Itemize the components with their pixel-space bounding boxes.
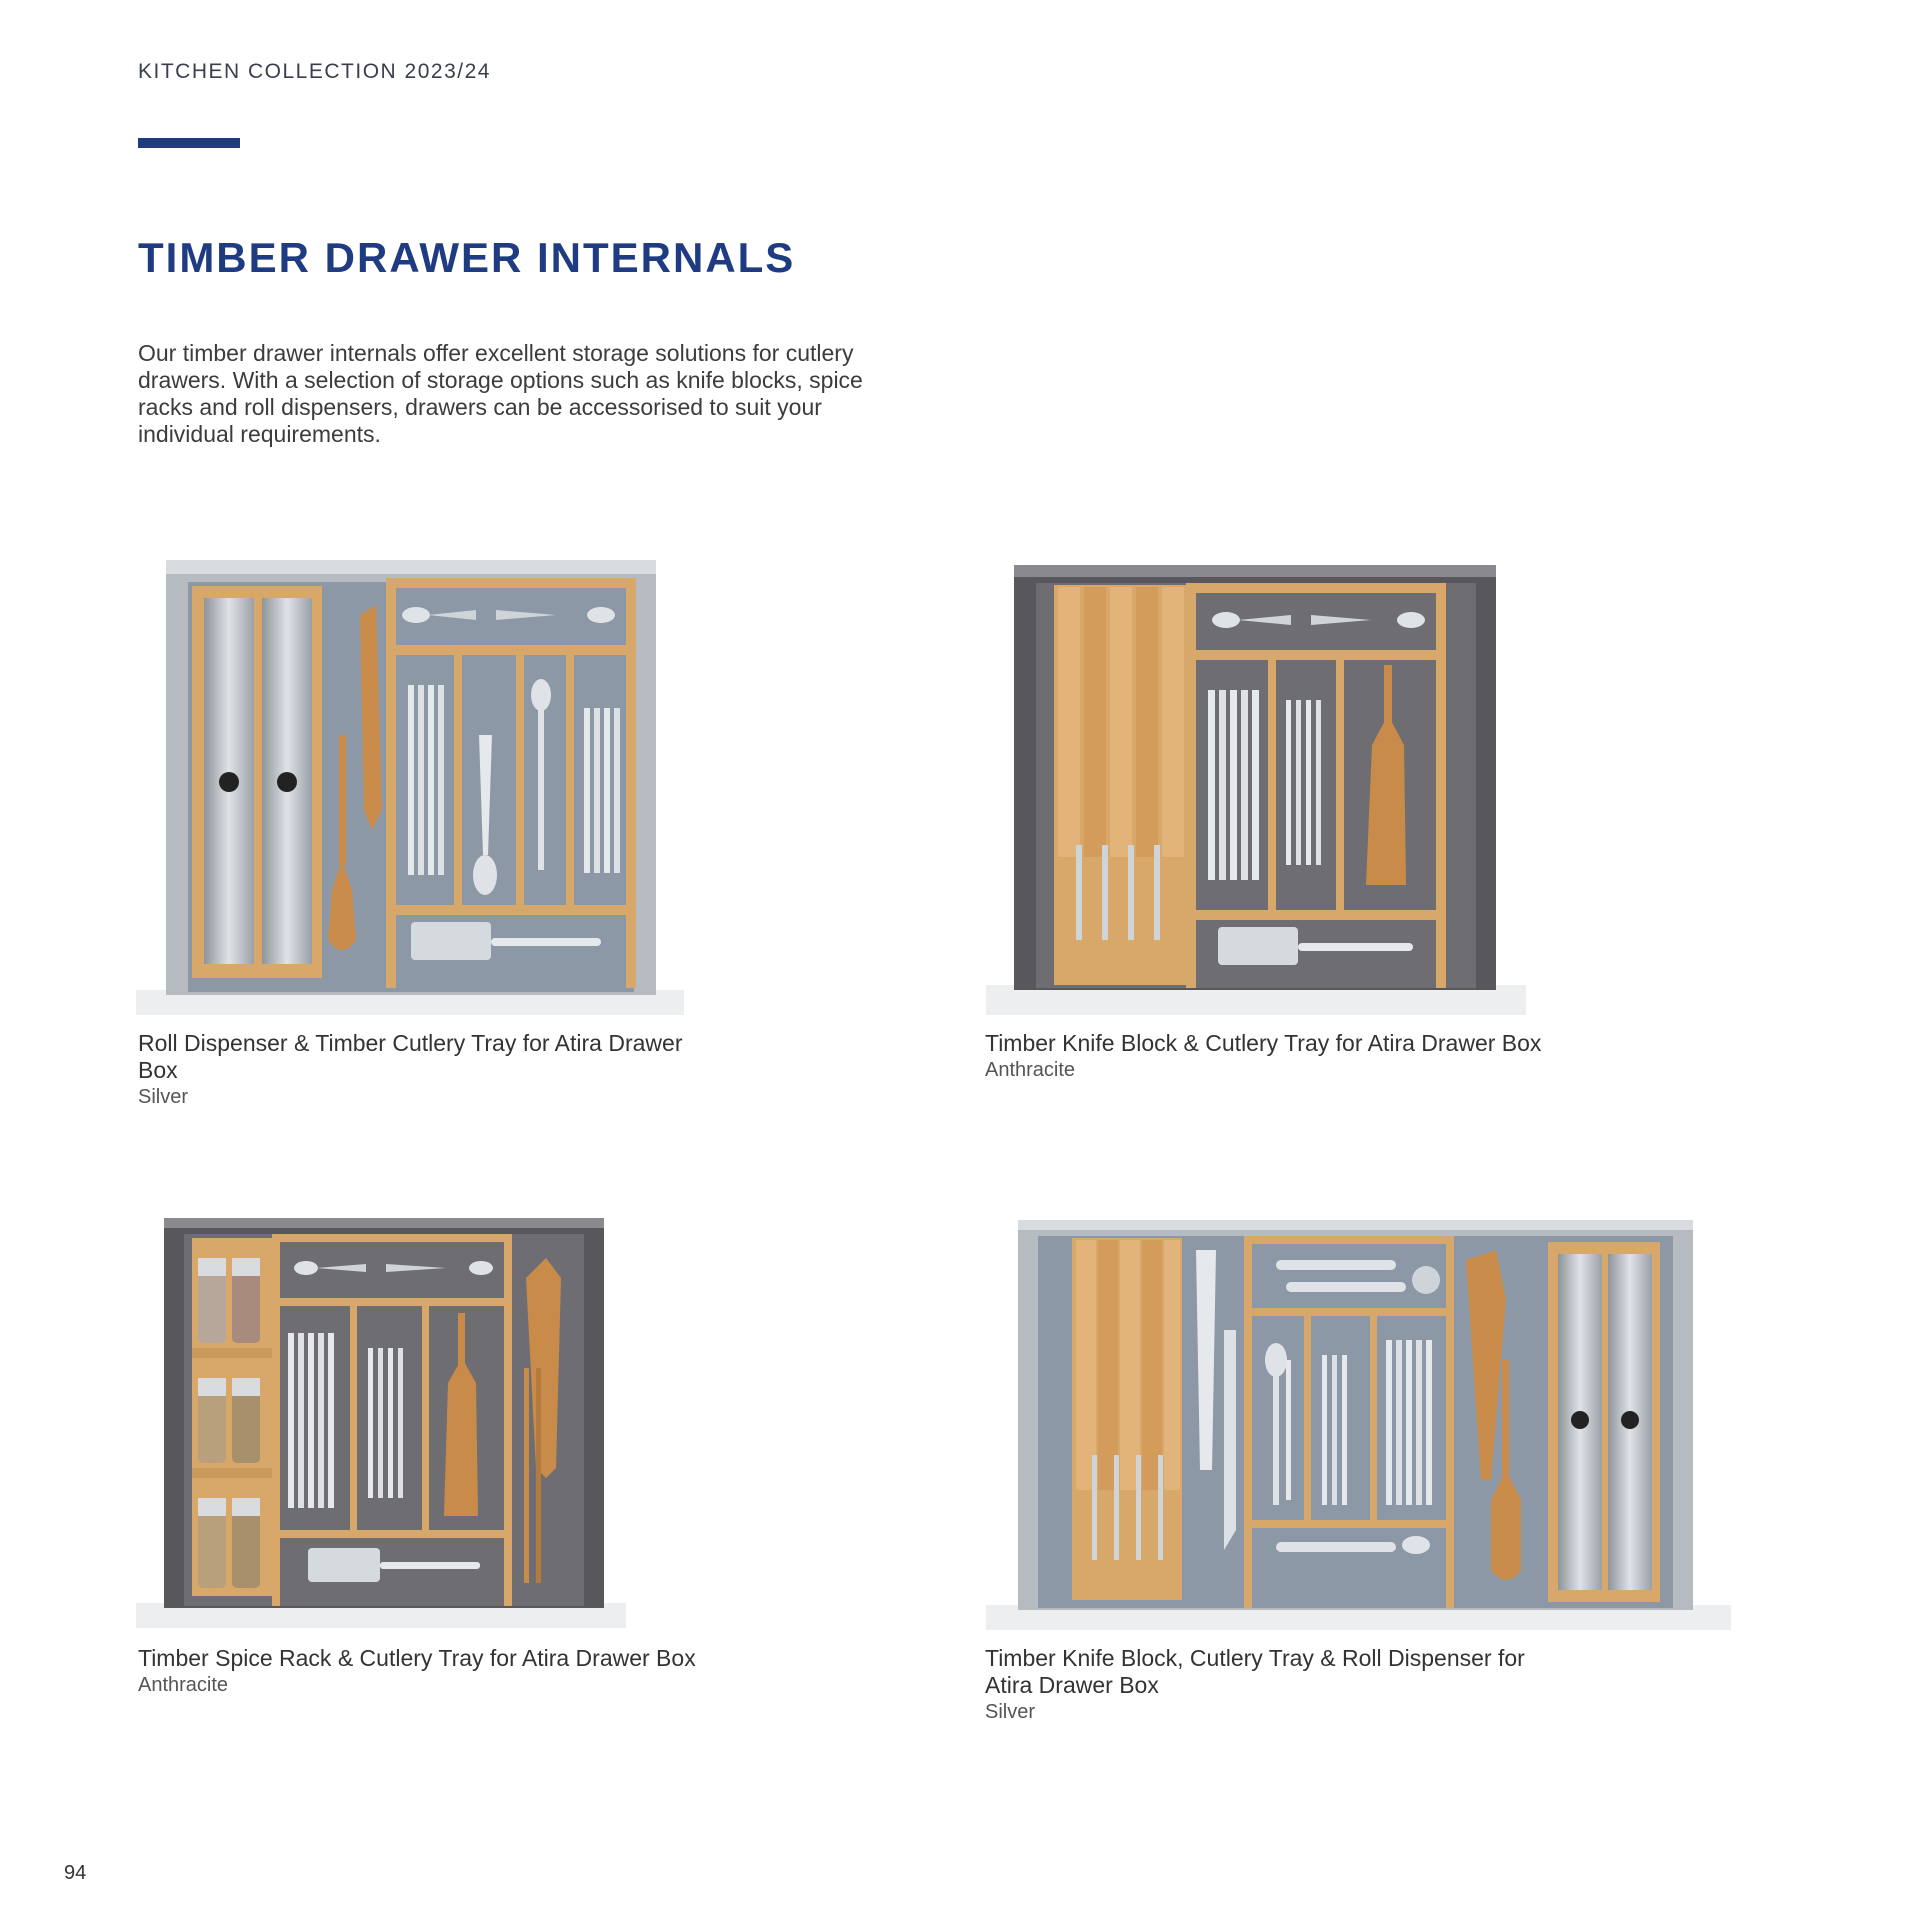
product-image-combo-drawer	[986, 1220, 1731, 1630]
page-number: 94	[64, 1862, 87, 1884]
page-title: TIMBER DRAWER INTERNALS	[138, 234, 796, 281]
intro-paragraph: Our timber drawer internals offer excellent storage solutions for cutlery drawers. With a selection of storage options such as knife blocks, spice racks and roll dispensers, drawers can be accessorised to suit your individual requirements.	[138, 340, 863, 447]
product-finish: Anthracite	[138, 1674, 229, 1696]
product-caption-knife-block	[985, 1030, 1545, 1084]
product-image-spice-rack-drawer	[136, 1218, 626, 1628]
accent-rule	[138, 138, 240, 148]
product-image-roll-dispenser-drawer	[136, 560, 684, 1015]
product-caption-combo	[985, 1645, 1545, 1726]
product-finish: Anthracite	[985, 1059, 1076, 1081]
product-name: Timber Knife Block & Cutlery Tray for Atira Drawer Box	[985, 1030, 1542, 1056]
product-caption-spice-rack	[138, 1645, 698, 1699]
product-image-knife-block-drawer	[986, 565, 1526, 1015]
product-caption-roll-dispenser	[138, 1030, 698, 1111]
product-finish: Silver	[138, 1086, 189, 1108]
product-name: Roll Dispenser & Timber Cutlery Tray for Atira Drawer Box	[138, 1030, 683, 1083]
running-head: KITCHEN COLLECTION 2023/24	[138, 60, 491, 83]
product-name: Timber Spice Rack & Cutlery Tray for Atira Drawer Box	[138, 1645, 696, 1671]
product-name: Timber Knife Block, Cutlery Tray & Roll Dispenser for Atira Drawer Box	[985, 1645, 1525, 1698]
product-finish: Silver	[985, 1701, 1036, 1723]
